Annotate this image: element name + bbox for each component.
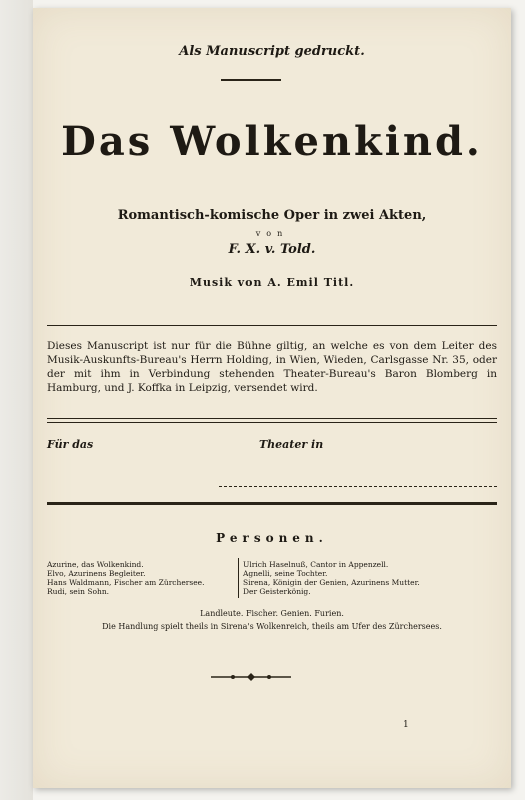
von-label: von [255, 229, 289, 238]
cast-list-left [47, 560, 237, 596]
cast-item: Elvo, Azurinens Begleiter. [47, 569, 146, 578]
form-bottom-rule [47, 502, 497, 505]
cast-item: Sirena, Königin der Genien, Azurinens Mutter. [243, 578, 420, 587]
top-rule [47, 325, 497, 326]
cast-divider [238, 558, 239, 598]
cast-list-right [243, 560, 503, 596]
extras-line: Landleute. Fischer. Genien. Furien. [200, 609, 344, 618]
theater-in-label: Theater in [259, 438, 324, 451]
cast-item: Azurine, das Wolkenkind. [47, 560, 144, 569]
cast-item: Der Geisterkönig. [243, 587, 311, 596]
fuer-das-label: Für das [47, 438, 94, 451]
fill-in-line [219, 486, 497, 487]
author: F. X. v. Told. [228, 242, 316, 257]
cast-item: Rudi, sein Sohn. [47, 587, 110, 596]
notice-rule-1 [47, 418, 497, 419]
notice-rule-2 [47, 422, 497, 423]
cast-item: Ulrich Haselnuß, Cantor in Appenzell. [243, 560, 389, 569]
document-page [33, 8, 511, 788]
personen-heading: Personen. [216, 531, 328, 545]
music-credit: Musik von A. Emil Titl. [189, 276, 355, 289]
notice-paragraph: Dieses Manuscript ist nur für die Bühne giltig, an welche es von dem Leiter des Musik-Auskunfts-Bureau's Herrn Holding, in Wien, Wieden, Carlsgasse Nr. 35, oder der mit ihm in Verbindung stehenden Theater-Bureau's Baron Blomberg in Hamburg, und J. Koffka in Leipzig, versendet wird. [47, 340, 497, 394]
cast-item: Hans Waldmann, Fischer am Zürchersee. [47, 578, 205, 587]
cast-item: Agnelli, seine Tochter. [243, 569, 328, 578]
ornament-icon [211, 673, 291, 681]
document-title: Das Wolkenkind. [61, 118, 483, 165]
setting-line: Die Handlung spielt theils in Sirena's Wolkenreich, theils am Ufer des Zürchersees. [102, 622, 442, 631]
short-rule [221, 79, 281, 81]
page-margin [0, 0, 33, 800]
manuscript-note: Als Manuscript gedruckt. [179, 44, 365, 59]
document-subtitle: Romantisch-komische Oper in zwei Akten, [117, 208, 427, 223]
page-number: 1 [403, 720, 409, 730]
